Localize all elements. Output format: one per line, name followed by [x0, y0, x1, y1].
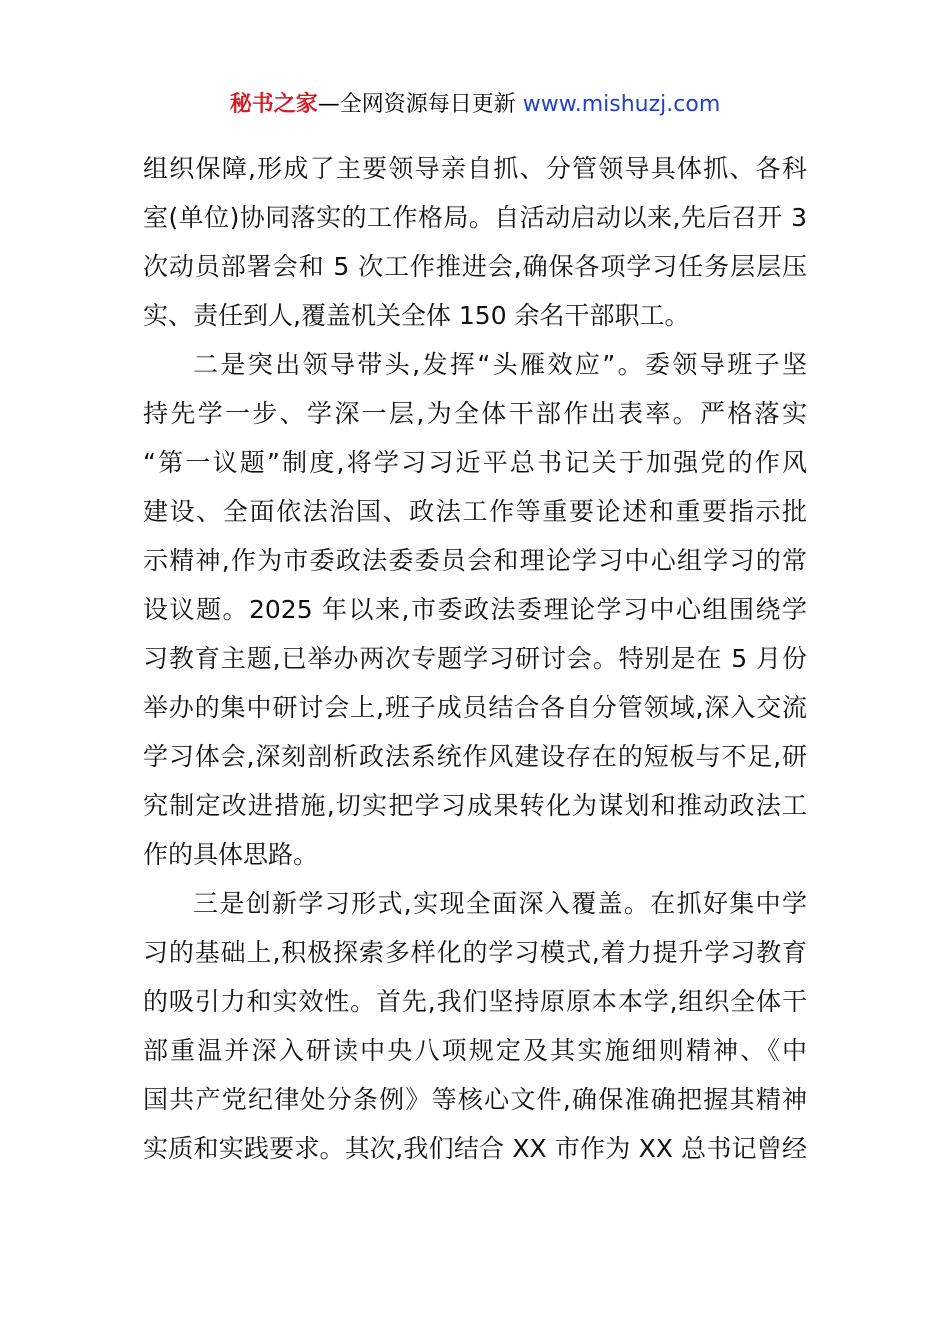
paragraph-start-line: 二是突出领导带头,发挥“头雁效应”。委领导班子坚	[193, 350, 807, 379]
text-line: 国共产党纪律处分条例》等核心文件,确保准确把握其精神	[143, 1085, 807, 1114]
text-line: 究制定改进措施,切实把学习成果转化为谋划和推动政法工	[143, 791, 807, 820]
text-line: 次动员部署会和 5 次工作推进会,确保各项学习任务层层压	[143, 252, 807, 281]
brand-name: 秘书之家	[229, 92, 318, 117]
text-line: 室(单位)协同落实的工作格局。自活动启动以来,先后召开 3	[143, 203, 807, 232]
text-line: 习的基础上,积极探索多样化的学习模式,着力提升学习教育	[143, 938, 807, 967]
text-line: “第一议题”制度,将学习习近平总书记关于加强党的作风	[143, 448, 807, 477]
text-line: 设议题。2025 年以来,市委政法委理论学习中心组围绕学	[143, 595, 807, 624]
text-line: 学习体会,深刻剖析政法系统作风建设存在的短板与不足,研	[143, 742, 807, 771]
document-body	[143, 144, 807, 1173]
text-line: 部重温并深入研读中央八项规定及其实施细则精神、《中	[143, 1036, 807, 1065]
text-line: 示精神,作为市委政法委委员会和理论学习中心组学习的常	[143, 546, 807, 575]
text-line: 建设、全面依法治国、政法工作等重要论述和重要指示批	[143, 497, 807, 526]
text-line: 实质和实践要求。其次,我们结合 XX 市作为 XX 总书记曾经	[143, 1134, 807, 1163]
text-line: 作的具体思路。	[143, 840, 319, 869]
site-header	[0, 88, 950, 122]
text-line: 习教育主题,已举办两次专题学习研讨会。特别是在 5 月份	[143, 644, 807, 673]
text-line: 持先学一步、学深一层,为全体干部作出表率。严格落实	[143, 399, 807, 428]
site-url-link[interactable]: www.mishuzj.com	[522, 92, 721, 117]
header-tagline: —全网资源每日更新	[317, 92, 523, 117]
text-line: 组织保障,形成了主要领导亲自抓、分管领导具体抓、各科	[143, 154, 807, 183]
text-line: 举办的集中研讨会上,班子成员结合各自分管领域,深入交流	[143, 693, 807, 722]
text-line: 的吸引力和实效性。首先,我们坚持原原本本学,组织全体干	[143, 987, 807, 1016]
paragraph-start-line: 三是创新学习形式,实现全面深入覆盖。在抓好集中学	[193, 889, 807, 918]
text-line: 实、责任到人,覆盖机关全体 150 余名干部职工。	[143, 301, 690, 330]
